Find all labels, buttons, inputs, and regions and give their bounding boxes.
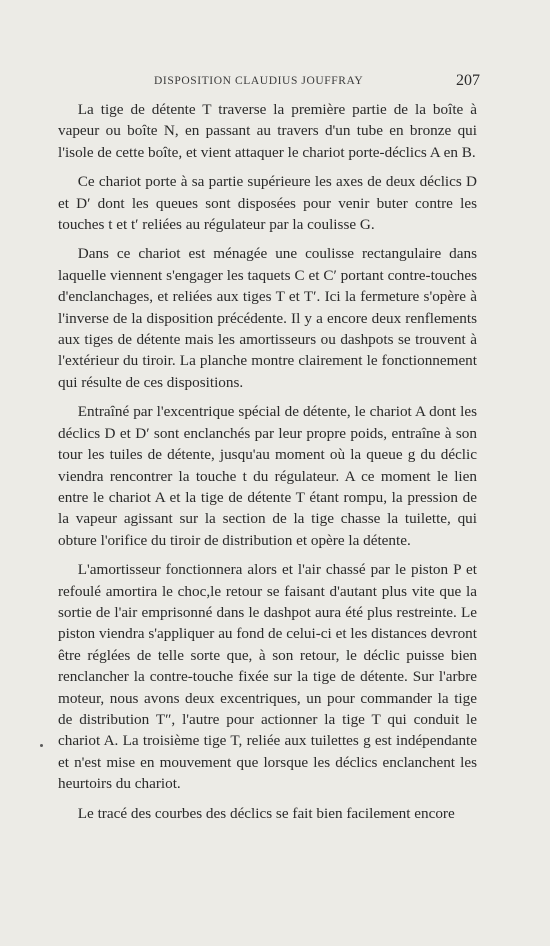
body-text: [58, 99, 477, 824]
paragraph: L'amortisseur fonctionnera alors et l'air chassé par le piston P et refoulé amortira le choc,le retour se faisant d'autant plus vite que la sortie de l'air emprisonné dans le dashpot aura été plus restreinte. Le piston viendra s'appliquer au fond de celui-ci et les distances devront être réglées de telle sorte que, à son retour, le déclic puisse bien renclancher la contre-touche fixée sur la tige de détente. Sur l'arbre moteur, nous avons deux excentriques, un pour commander la tige de distribution T″, l'autre pour actionner la tige T qui conduit le chariot A. La troisième tige T, reliée aux tuilettes g est indépendante et n'est mise en mouvement que lorsque les déclics enclanchent les heurtoirs du chariot.: [58, 561, 477, 793]
paragraph: La tige de détente T traverse la première partie de la boîte à vapeur ou boîte N, en passant au travers d'un tube en bronze qui l'isole de cette boîte, et vient attaquer le chariot porte-déclics A en B.: [58, 101, 477, 161]
page-number: 207: [456, 72, 480, 89]
running-head: [58, 72, 480, 92]
paragraph: Entraîné par l'excentrique spécial de détente, le chariot A dont les déclics D et D′ sont enclanchés par leur propre poids, entraîne à son tour les tuiles de détente, jusqu'au moment où la queue g du déclic viendra rencontrer la touche t du régulateur. A ce moment le lien entre le chariot A et la tige de détente T étant rompu, la pression de la vapeur agissant sur la section de la tige chasse la tuilette, qui obture l'orifice du tiroir de distribution et opère la détente.: [58, 403, 477, 549]
paragraph: Dans ce chariot est ménagée une coulisse rectangulaire dans laquelle viennent s'engager les taquets C et C′ portant contre-touches d'enclanchages, et reliées aux tiges T et T′. Ici la fermeture s'opère à l'inverse de la disposition précédente. Il y a encore deux renflements aux tiges de détente mais les amortisseurs ou dashpots se trouvent à l'extérieur du tiroir. La planche montre clairement le fonctionnement qui résulte de ces dispositions.: [58, 245, 477, 391]
running-title: DISPOSITION CLAUDIUS JOUFFRAY: [154, 75, 364, 87]
ink-speck: [40, 744, 43, 747]
paragraph: Le tracé des courbes des déclics se fait bien facilement encore: [77, 804, 455, 822]
paragraph: Ce chariot porte à sa partie supérieure les axes de deux déclics D et D′ dont les queues sont disposées pour venir buter contre les touches t et t′ reliées au régulateur par la coulisse G.: [58, 173, 477, 234]
